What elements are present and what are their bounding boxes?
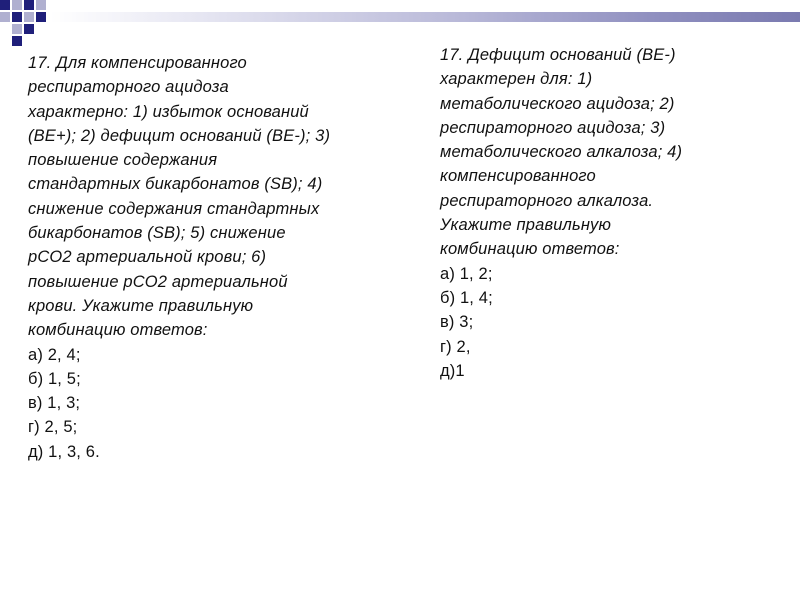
question-line: характерно: 1) избыток оснований	[28, 102, 309, 121]
decor-square	[24, 0, 34, 10]
decor-square	[12, 12, 22, 22]
question-line: комбинацию ответов:	[440, 240, 620, 259]
decor-square	[24, 12, 34, 22]
question-right	[440, 43, 770, 383]
decor-square	[12, 36, 22, 46]
answer-option: б) 1, 5;	[28, 369, 81, 388]
decor-square	[36, 0, 46, 10]
question-line: метаболического ацидоза; 2)	[440, 94, 675, 113]
answer-option: а) 1, 2;	[440, 264, 493, 283]
answer-option: в) 1, 3;	[28, 394, 81, 413]
question-line: повышение содержания	[28, 151, 218, 170]
decor-square	[36, 12, 46, 22]
question-line: 17. Дефицит оснований (BE-)	[440, 46, 676, 64]
decor-square	[12, 0, 22, 10]
answer-option: в) 3;	[440, 313, 474, 332]
decor-square	[0, 0, 10, 10]
header-gradient-band	[50, 12, 800, 22]
answer-option: д) 1, 3, 6.	[28, 442, 100, 461]
question-line: снижение содержания стандартных	[28, 199, 320, 218]
question-line: респираторного алкалоза.	[440, 191, 654, 210]
answer-option: а) 2, 4;	[28, 345, 81, 364]
answer-option: б) 1, 4;	[440, 288, 493, 307]
question-line: стандартных бикарбонатов (SB); 4)	[28, 175, 323, 194]
decor-square	[12, 24, 22, 34]
question-line: 17. Для компенсированного	[28, 54, 247, 72]
decor-square	[0, 12, 10, 22]
question-line: респираторного ацидоза; 3)	[440, 118, 666, 137]
question-line: комбинацию ответов:	[28, 321, 208, 340]
question-line: крови. Укажите правильную	[28, 296, 254, 315]
question-line: повышение pCO2 артериальной	[28, 272, 288, 291]
answer-option: д)1	[440, 361, 465, 380]
question-line: респираторного ацидоза	[28, 78, 229, 97]
question-left	[28, 51, 398, 464]
answer-option: г) 2, 5;	[28, 418, 78, 437]
question-line: метаболического алкалоза; 4)	[440, 143, 683, 162]
question-line: компенсированного	[440, 167, 596, 186]
question-line: бикарбонатов (SB); 5) снижение	[28, 224, 286, 243]
question-line: pCO2 артериальной крови; 6)	[28, 248, 267, 267]
question-line: характерен для: 1)	[440, 70, 593, 89]
decor-square	[24, 24, 34, 34]
answer-option: г) 2,	[440, 337, 471, 356]
question-line: (BE+); 2) дефицит оснований (BE-); 3)	[28, 126, 331, 145]
question-line: Укажите правильную	[440, 216, 612, 235]
